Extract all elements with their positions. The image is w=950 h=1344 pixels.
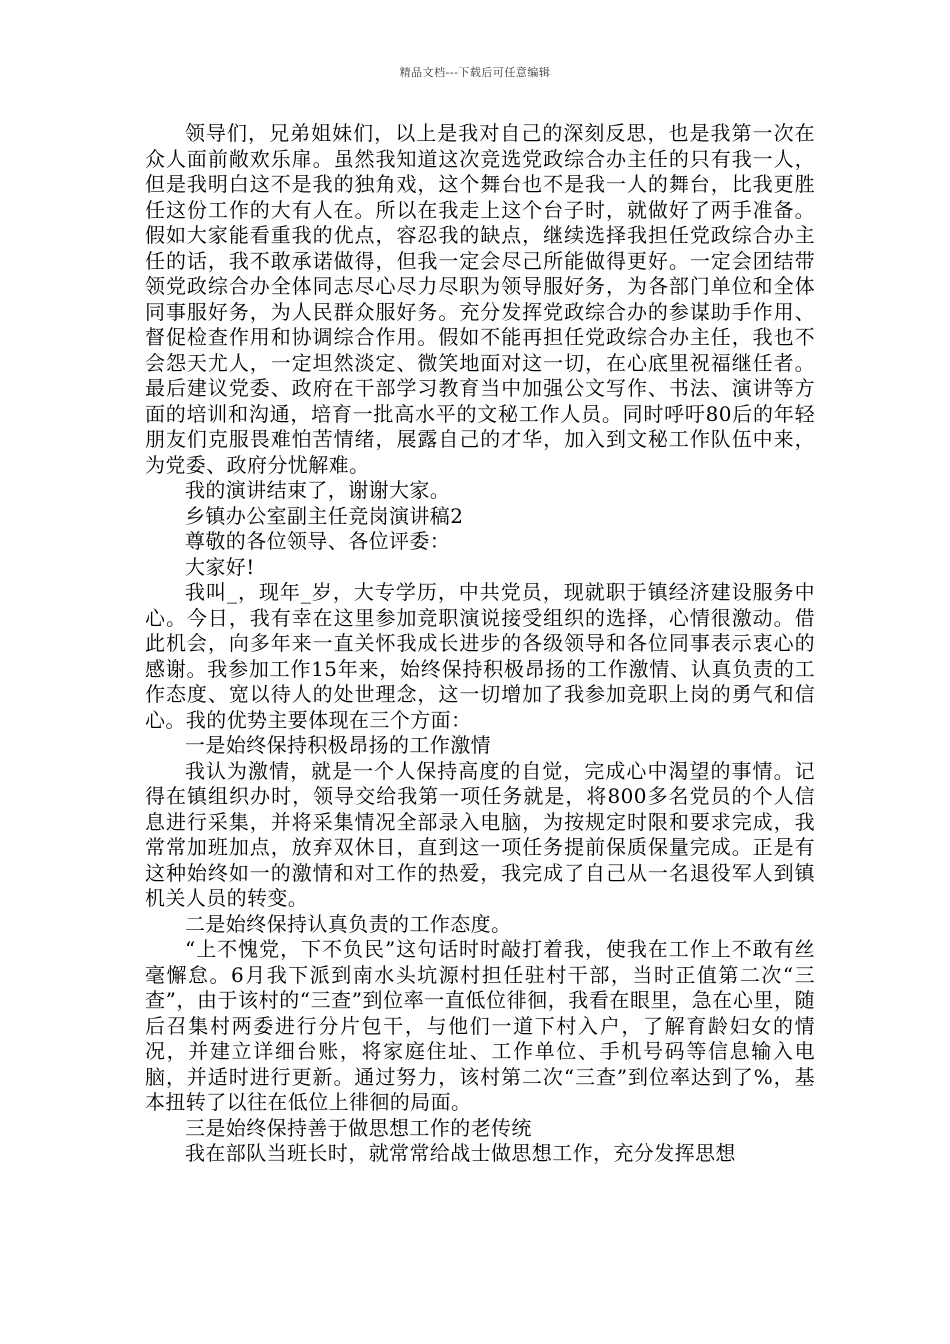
document-body: [145, 121, 815, 1167]
subheading-tradition: 三是始终保持善于做思想工作的老传统: [185, 1115, 532, 1140]
paragraph-thanks: 我的演讲结束了，谢谢大家。: [185, 478, 451, 502]
paragraph-passion: 我认为激情，就是一个人保持高度的自觉，完成心中渴望的事情。记得在镇组织办时，领导交给我第一项任务就是，将800多名党员的个人信息进行采集，并将采集情况全部录入电脑，为按规定时限和要求完成，我常常加班加点，放弃双休日，直到这一项任务提前保质保量完成。正是有这种始终如一的激情和对工作的热爱，我完成了自己从一名退役军人到镇机关人员的转变。: [145, 758, 815, 910]
paragraph-tradition: 我在部队当班长时，就常常给战士做思想工作，充分发挥思想: [185, 1141, 736, 1165]
paragraph-closing-reflection: 领导们，兄弟姐妹们，以上是我对自己的深刻反思，也是我第一次在众人面前敞欢乐扉。虽然我知道这次竞选党政综合办主任的只有我一人，但是我明白这不是我的独角戏，这个舞台也不是我一人的舞台，比我更胜任这份工作的大有人在。所以在我走上这个台子时，就做好了两手准备。假如大家能看重我的优点，容忍我的缺点，继续选择我担任党政综合办主任的话，我不敢承诺做得，但我一定会尽己所能做得更好。一定会团结带领党政综合办全体同志尽心尽力尽职为领导服好务，为各部门单位和全体同事服好务，为人民群众服好务。充分发挥党政综合办的参谋助手作用、督促检查作用和协调综合作用。假如不能再担任党政综合办主任，我也不会怨天尤人，一定坦然淡定、微笑地面对这一切，在心底里祝福继任者。最后建议党委、政府在干部学习教育当中加强公文写作、书法、演讲等方面的培训和沟通，培育一批高水平的文秘工作人员。同时呼吁80后的年轻朋友们克服畏难怕苦情绪，展露自己的才华，加入到文秘工作队伍中来，为党委、政府分忧解难。: [145, 121, 815, 477]
subheading-responsibility: 二是始终保持认真负责的工作态度。: [185, 911, 512, 936]
subheading-passion: 一是始终保持积极昂扬的工作激情: [185, 733, 491, 757]
greeting: 大家好!: [185, 554, 255, 579]
salutation: 尊敬的各位领导、各位评委：: [185, 529, 451, 553]
section-title: 乡镇办公室副主任竞岗演讲稿2: [185, 503, 464, 528]
paragraph-introduction: 我叫_，现年_岁，大专学历，中共党员，现就职于镇经济建设服务中心。今日，我有幸在这里参加竞职演说接受组织的选择，心情很激动。借此机会，向多年来一直关怀我成长进步的各级领导和各位同事表示衷心的感谢。我参加工作15年来，始终保持积极昂扬的工作激情、认真负责的工作态度、宽以待人的处世理念，这一切增加了我参加竞职上岗的勇气和信心。我的优势主要体现在三个方面：: [145, 580, 815, 732]
paragraph-responsibility: “上不愧党，下不负民”这句话时时敲打着我，使我在工作上不敢有丝毫懈怠。6月我下派到南水头坑源村担任驻村干部，当时正值第二次“三查”，由于该村的“三查”到位率一直低位徘徊，我看在眼里，急在心里，随后召集村两委进行分片包干，与他们一道下村入户，了解育龄妇女的情况，并建立详细台账，将家庭住址、工作单位、手机号码等信息输入电脑，并适时进行更新。通过努力，该村第二次“三查”到位率达到了%，基本扭转了以往在低位上徘徊的局面。: [145, 937, 815, 1114]
page-header: 精品文档---下载后可任意编辑: [399, 66, 551, 79]
